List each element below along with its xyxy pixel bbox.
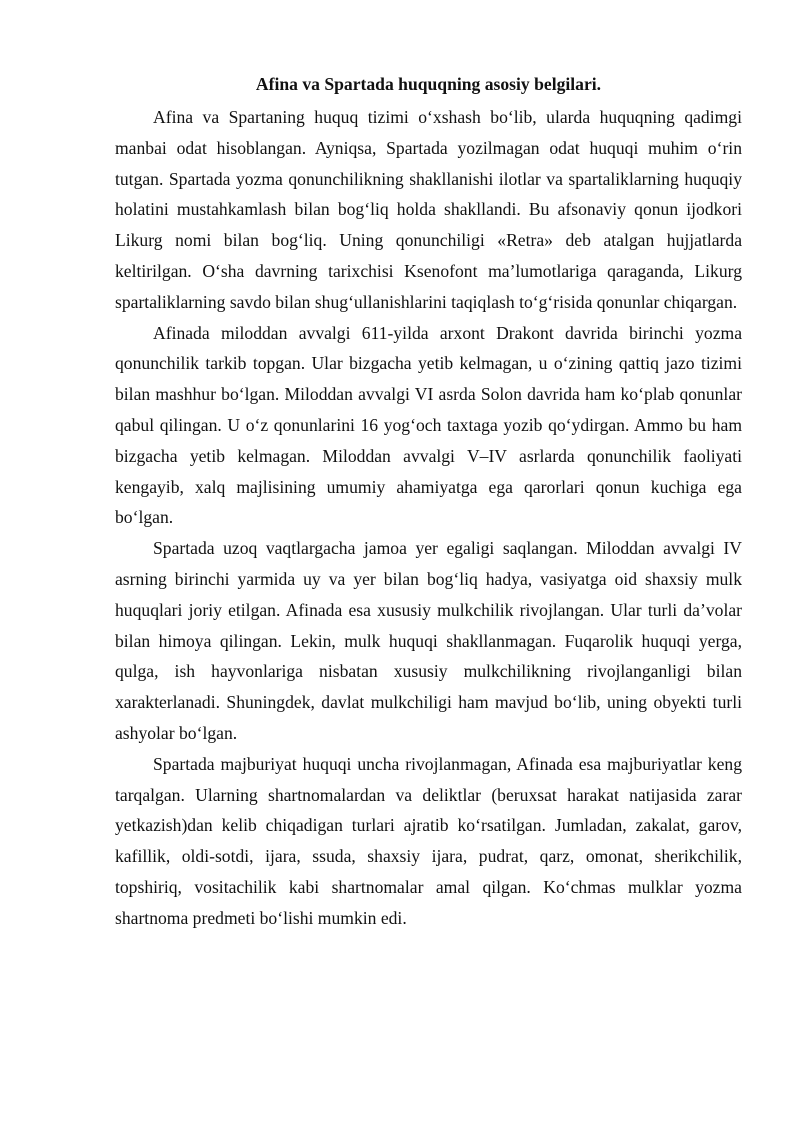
paragraph-2: Afinada miloddan avvalgi 611-yilda arxont Drakont davrida birinchi yozma qonunchilik tarkib topgan. Ular bizgacha yetib kelmagan, u o‘zining qattiq jazo tizimi bilan mashhur bo‘lgan. Miloddan avvalgi VI asrda Solon davrida ham ko‘plab qonunlar qabul qilingan. U o‘z qonunlarini 16 yog‘och taxtaga yozib qo‘ydirgan. Ammo bu ham bizgacha yetib kelmagan. Miloddan avvalgi V–IV asrlarda qonunchilik faoliyati kengayib, xalq majlisining umumiy ahamiyatga ega qarorlari qonun kuchiga ega bo‘lgan. — [115, 322, 742, 528]
paragraph-1: Afina va Spartaning huquq tizimi o‘xshash bo‘lib, ularda huquqning qadimgi manbai odat hisoblangan. Ayniqsa, Spartada yozilmagan odat huquqi muhim o‘rin tutgan. Spartada yozma qonunchilikning shakllanishi ilotlar va spartaliklarning huquqiy holatini mustahkamlash bilan bog‘liq holda shakllandi. Bu afsonaviy qonun ijodkori Likurg nomi bilan bog‘liq. Uning qonunchiligi «Retra» deb atalgan hujjatlarda keltirilgan. O‘sha davrning tarixchisi Ksenofont ma’lumotlariga qaraganda, Likurg spartaliklarning savdo bilan shug‘ullanishlarini taqiqlash to‘g‘risida qonunlar chiqargan. — [115, 107, 742, 312]
paragraph-4: Spartada majburiyat huquqi uncha rivojlanmagan, Afinada esa majburiyatlar keng tarqalgan. Ularning shartnomalardan va deliktlar (beruxsat harakat natijasida zarar yetkazish)dan kelib chiqadigan turlari ajratib ko‘rsatilgan. Jumladan, zakalat, garov, kafillik, oldi-sotdi, ijara, ssuda, shaxsiy ijara, pudrat, qarz, omonat, sherikchilik, topshiriq, vositachilik kabi shartnomalar amal qilgan. Ko‘chmas mulklar yozma shartnoma predmeti bo‘lishi mumkin edi. — [115, 753, 742, 928]
paragraph-3: Spartada uzoq vaqtlargacha jamoa yer egaligi saqlangan. Miloddan avvalgi IV asrning birinchi yarmida uy va yer bilan bog‘liq hadya, vasiyatga oid shaxsiy mulk huquqlari joriy etilgan. Afinada esa xususiy mulkchilik rivojlangan. Ular turli da’volar bilan himoya qilingan. Lekin, mulk huquqi shakllanmagan. Fuqarolik huquqi yerga, qulga, ish hayvonlariga nisbatan xususiy mulkchilikning rivojlanganligi bilan xarakterlanadi. Shuningdek, davlat mulkchiligi ham mavjud bo‘lib, uning obyekti turli ashyolar bo‘lgan. — [115, 538, 742, 743]
document-title: Afina va Spartada huquqning asosiy belgilari. — [255, 74, 602, 94]
document-page — [115, 68, 742, 934]
